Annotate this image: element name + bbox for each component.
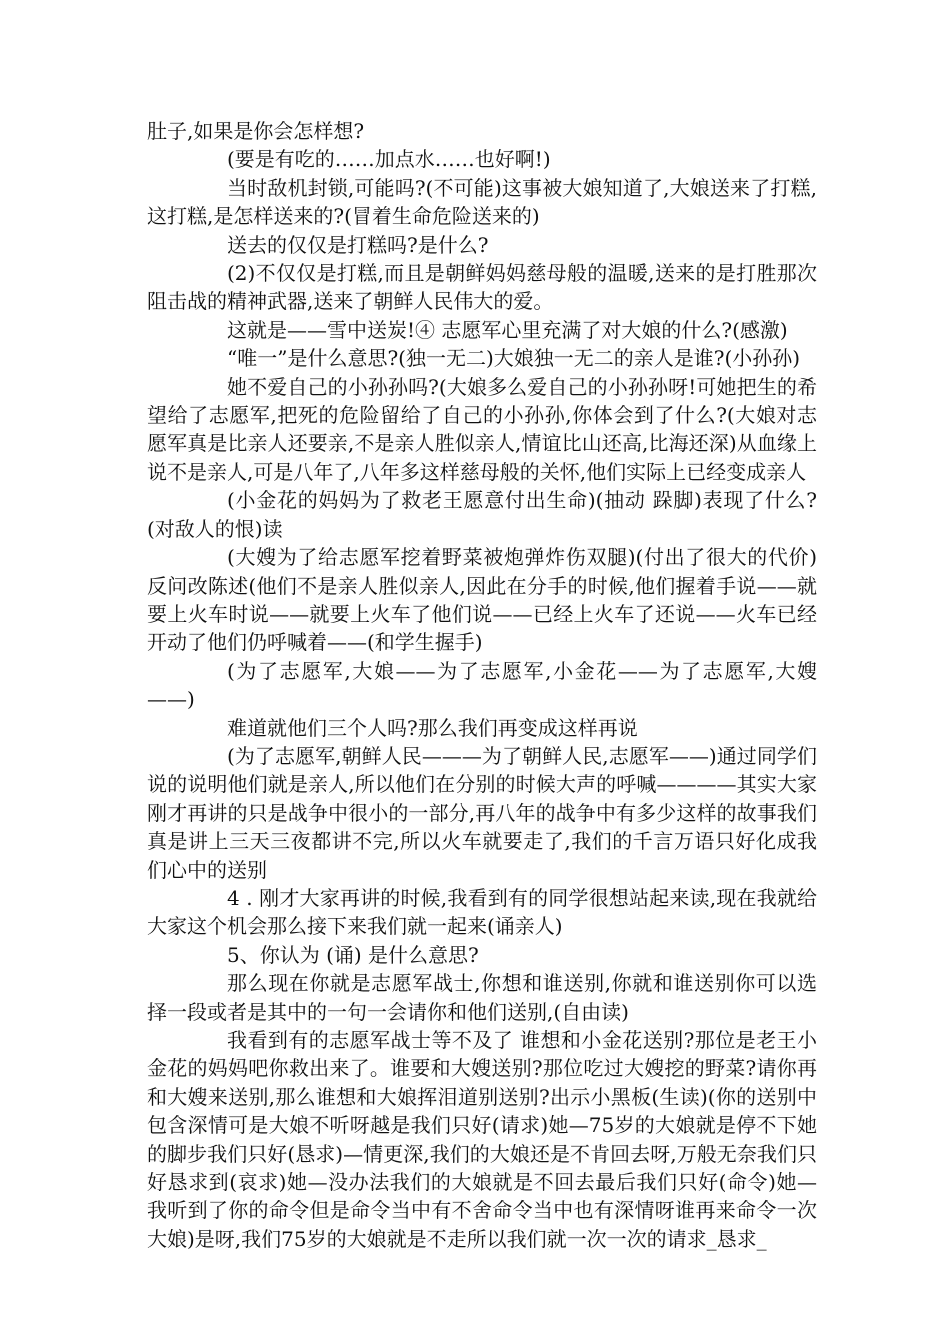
paragraph-farewell-dialogue: 我看到有的志愿军战士等不及了 谁想和小金花送别?那位是老王小金花的妈妈吧你救出来了。谁要和大嫂送别?那位吃过大嫂挖的野菜?请你再和大嫂来送别,那么谁想和大娘挥泪道别送别?出示小黑板(生读)(你的送别中包含深情可是大娘不听呀越是我们只好(请求)她—75岁的大娘就是停不下她的脚步我们只好(恳求)—情更深,我们的大娘还是不肯回去呀,万般无奈我们只好恳求到(哀求)她—没办法我们的大娘就是不回去最后我们只好(命令)她—我听到了你的命令但是命令当中有不舍命令当中也有深情呀谁再来命令一次大娘)是呀,我们75岁的大娘就是不走所以我们就一次一次的请求_恳求_ [147, 1028, 817, 1251]
paragraph-enemy-blockade: 当时敌机封锁,可能吗?(不可能)这事被大娘知道了,大娘送来了打糕,这打糕,是怎样送来的?(冒着生命危险送来的) [147, 175, 817, 229]
paragraph-continued-question: 肚子,如果是你会怎样想? [147, 119, 365, 143]
paragraph-xiaojinhua-mother: (小金花的妈妈为了救老王愿意付出生命)(抽动 跺脚)表现了什么?(对敌人的恨)读 [147, 488, 817, 541]
paragraph-volunteer-farewell: 那么现在你就是志愿军战士,你想和谁送别,你就和谁送别你可以选择一段或者是其中的一句一会请你和他们送别,(自由读) [147, 971, 817, 1024]
paragraph-step-4: 4 . 刚才大家再讲的时候,我看到有的同学很想站起来读,现在我就给大家这个机会那么接下来我们就一起来(诵亲人) [147, 885, 817, 939]
document-body [147, 117, 817, 1253]
paragraph-timely-help: 这就是——雪中送炭!④ 志愿军心里充满了对大娘的什么?(感激) [227, 317, 788, 342]
paragraph-for-volunteers: (为了志愿军,大娘——为了志愿军,小金花——为了志愿军,大嫂——) [147, 658, 817, 712]
paragraph-only-three-people: 难道就他们三个人吗?那么我们再变成这样再说 [227, 715, 638, 740]
paragraph-mother-warmth: (2)不仅仅是打糕,而且是朝鲜妈妈慈母般的温暖,送来的是打胜那次阻击战的精神武器,送来了朝鲜人民伟大的爱。 [147, 261, 817, 314]
paragraph-answer-food: (要是有吃的……加点水……也好啊!) [227, 147, 551, 172]
paragraph-sister-in-law-wounded: (大嫂为了给志愿军挖着野菜被炮弹炸伤双腿)(付出了很大的代价)反问改陈述(他们不是亲人胜似亲人,因此在分手的时候,他们握着手说——就要上火车时说——就要上火车了他们说——已经上火车了还说——火车已经开动了他们仍呼喊着——(和学生握手) [147, 545, 817, 655]
paragraph-only-dagao-question: 送去的仅仅是打糕吗?是什么? [227, 232, 489, 257]
paragraph-only-one-meaning: “唯一”是什么意思?(独一无二)大娘独一无二的亲人是谁?(小孙孙) [227, 346, 801, 371]
paragraph-grandson-sacrifice: 她不爱自己的小孙孙吗?(大娘多么爱自己的小孙孙呀!可她把生的希望给了志愿军,把死的危险留给了自己的小孙孙,你体会到了什么?(大娘对志愿军真是比亲人还要亲,不是亲人胜似亲人,情谊比山还高,比海还深)从血缘上说不是亲人,可是八年了,八年多这样慈母般的关怀,他们实际上已经变成亲人 [147, 374, 817, 484]
paragraph-korean-people: (为了志愿军,朝鲜人民———为了朝鲜人民,志愿军——)通过同学们说的说明他们就是亲人,所以他们在分别的时候大声的呼喊————其实大家刚才再讲的只是战争中很小的一部分,再八年的战争中有多少这样的故事我们真是讲上三天三夜都讲不完,所以火车就要走了,我们的千言万语只好化成我们心中的送别 [147, 743, 817, 882]
paragraph-step-5: 5、你认为 (诵) 是什么意思? [227, 942, 479, 967]
